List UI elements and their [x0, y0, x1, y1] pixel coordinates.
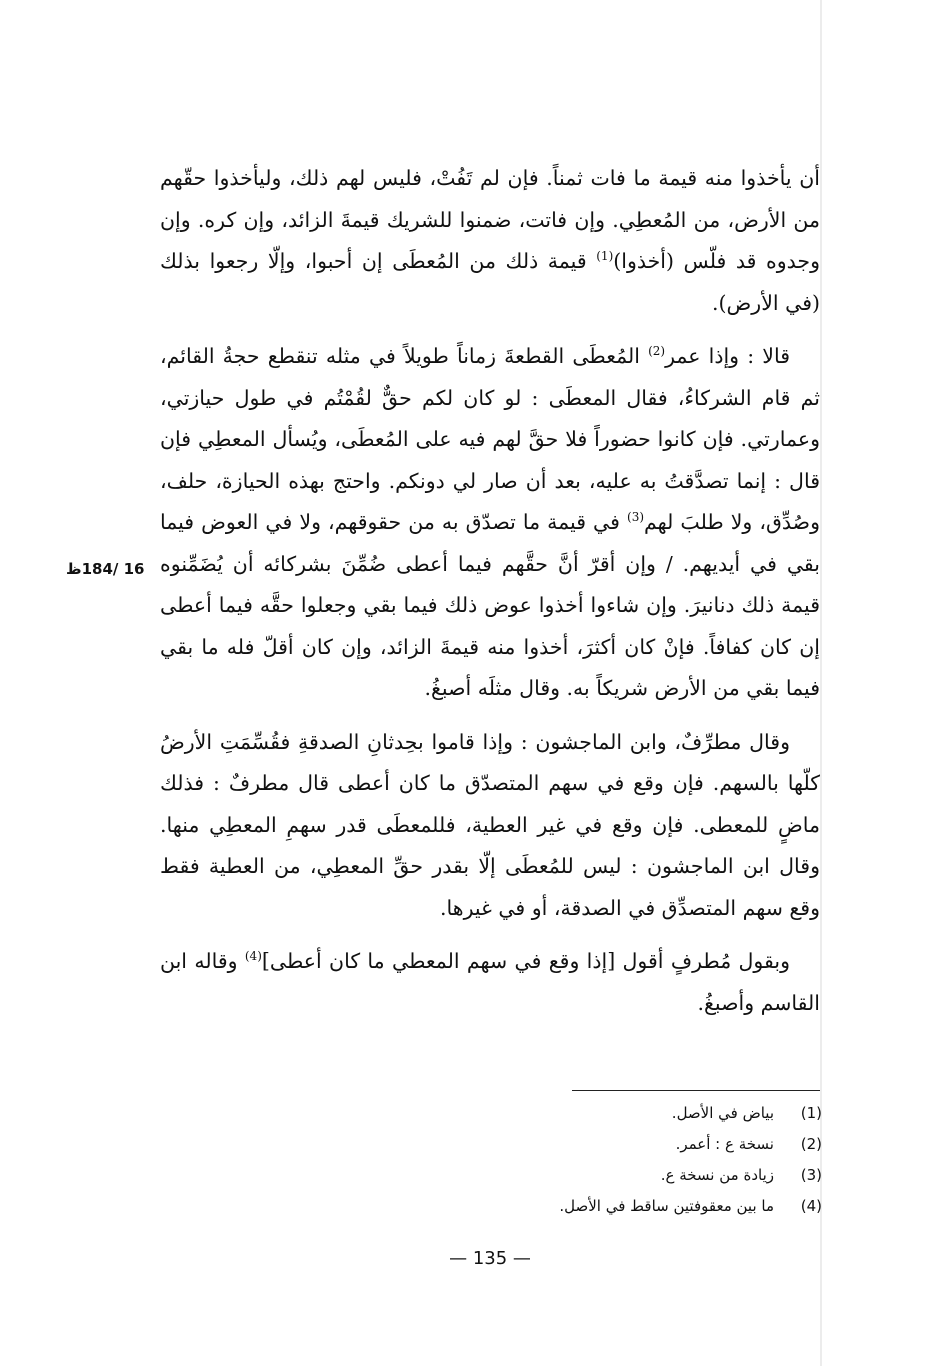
footnotes	[450, 1104, 822, 1228]
footnote-number: (4)	[800, 1197, 822, 1215]
paragraph-2-text: قالا : وإذا عمر	[665, 344, 790, 368]
paragraph-4-text: وبقول مُطرفٍ أقول [إذا وقع في سهم المعطي ما كان أعطى]	[261, 949, 790, 973]
footnote-text: بياض في الأصل.	[671, 1104, 774, 1122]
paragraph-1-text: أن يأخذوا منه قيمة ما فات ثمناً. فإن لم تَفُتْ، فليس لهم ذلك، وليأخذوا حقّهم من الأرض، من المُعطِي. وإن فاتت، ضمنوا للشريك قيمةَ الزائد، وإن كره. وإن وجدوه قد فلّس (أخذوا)	[160, 166, 821, 273]
paragraph-2-text-mid: المُعطَى القطعةَ زماناً طويلاً في مثله تنقطع حجةُ القائم، ثم قام الشركاءُ، فقال المعطَى : لو كان لكم حقٌّ لقُمْتُم في طول حيازتي، وعمارتي. فإن كانوا حضوراً فلا حقَّ لهم فيه على المُعطَى، ويُسأل المعطِي فإن قال : إنما تصدَّقتُ به عليه، بعد أن صار لي دونكم. واحتج بهذه الحيازة، حلف، وصُدِّق، ولا طلبَ لهم	[160, 344, 820, 534]
footnote-text: ما بين معقوفتين ساقط في الأصل.	[559, 1197, 774, 1215]
body-text	[160, 158, 820, 1036]
footnote-text: نسخة ع : أعمر.	[675, 1135, 774, 1153]
paragraph-1	[160, 158, 820, 324]
footnote-ref-4: (4)	[244, 949, 262, 964]
paragraph-2-text-rest: في قيمة ما تصدّق به من حقوقهم، ولا في العوض فيما بقي في أيديهم. / وإن أقرّ أنَّ حقَّهم فيما أعطى ضُمِّنَ بشركائه أن يُضَمِّنوه قيمة ذلك دنانيرَ. وإن شاءوا أخذوا عوض ذلك فيما بقي وجعلوا حقَّه فيما أعطى إن كان كفافاً. فإنْ كان أكثرَ، أخذوا منه قيمةَ الزائد، وإن كان أقلّ فله ما بقي فيما بقي من الأرض شريكاً به. وقال مثلَه أصبغُ.	[160, 510, 820, 700]
footnote-number: (3)	[800, 1166, 822, 1184]
page-number: — 135 —	[449, 1248, 531, 1269]
footnote-item	[450, 1166, 822, 1197]
paragraph-3: وقال مطرِّفٌ، وابن الماجشون : وإذا قاموا بحِدثانِ الصدقةِ فقُسِّمَتِ الأرضُ كلّها بالسهم. فإن وقع في سهم المتصدّق ما كان أعطى قال مطرفٌ : فذلك ماضٍ للمعطى. فإن وقع في غير العطية، فللمعطَى قدر سهمِ المعطِي منها. وقال ابن الماجشون : ليس للمُعطَى إلّا بقدر حقِّ المعطِي، من العطية فقط وقع سهم المتصدِّق في الصدقة، أو في غيرها.	[160, 729, 820, 920]
footnote-item	[450, 1104, 822, 1135]
footnote-divider	[572, 1090, 820, 1091]
footnote-item	[450, 1135, 822, 1166]
paragraph-1-text-rest: قيمة ذلك من المُعطَى إن أحبوا، وإلّا رجعوا بذلك (في الأرض).	[160, 249, 820, 315]
footnote-item	[450, 1197, 822, 1228]
margin-folio-reference: 16 /184ظ	[66, 560, 145, 578]
footnote-number: (2)	[800, 1135, 822, 1153]
footnote-ref-3: (3)	[627, 510, 645, 525]
paragraph-2	[160, 336, 820, 710]
footnote-ref-1: (1)	[596, 249, 614, 264]
footnote-number: (1)	[800, 1104, 822, 1122]
paragraph-4-text-rest: وقاله ابن القاسم وأصبغُ.	[160, 949, 820, 1015]
footnote-ref-2: (2)	[648, 344, 666, 359]
paragraph-4	[160, 941, 820, 1024]
footnote-text: زيادة من نسخة ع.	[660, 1166, 774, 1184]
